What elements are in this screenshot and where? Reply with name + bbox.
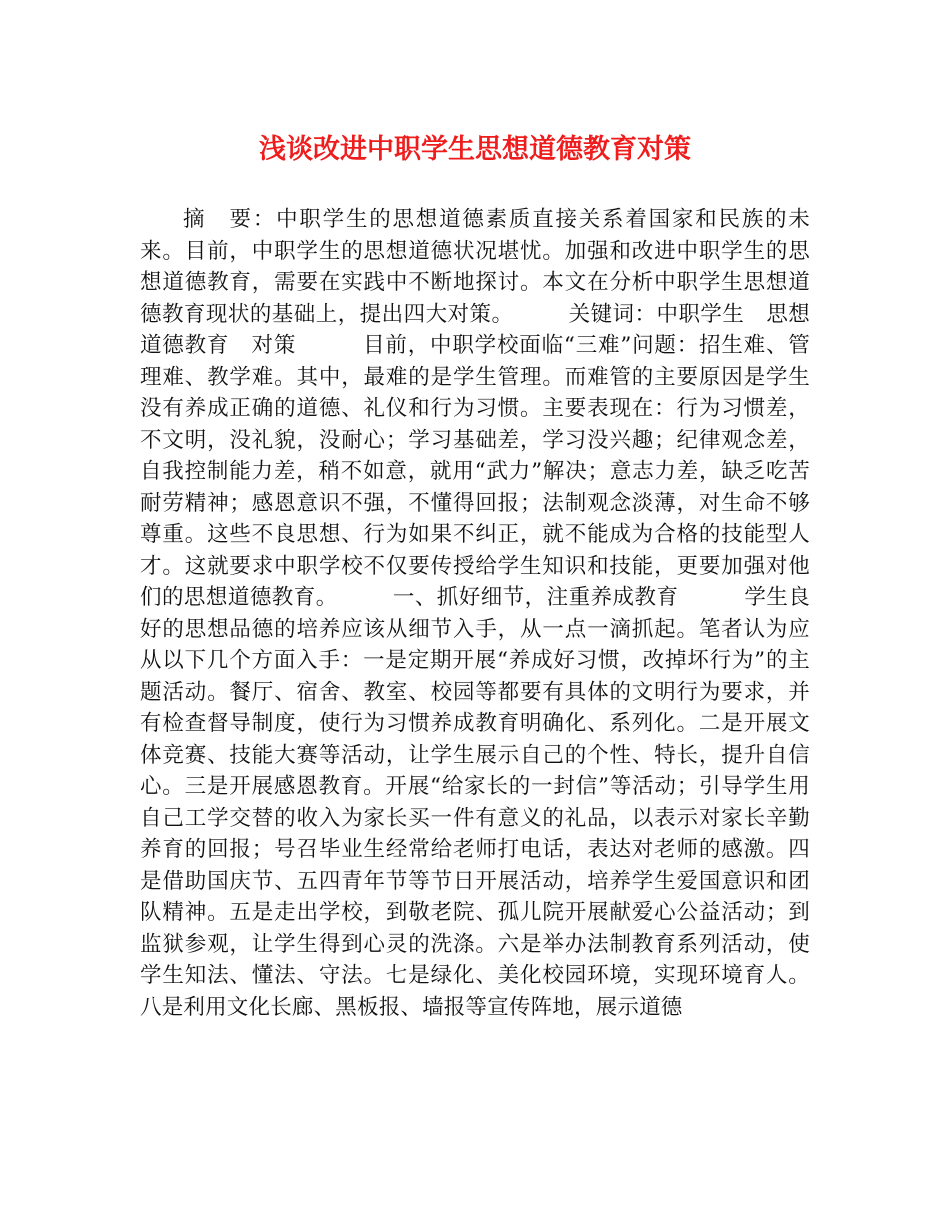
document-title: 浅谈改进中职学生思想道德教育对策 [259,134,691,165]
document-body: 摘 要：中职学生的思想道德素质直接关系着国家和民族的未来。目前，中职学生的思想道德状况堪忧。加强和改进中职学生的思想道德教育，需要在实践中不断地探讨。本文在分析中职学生思想道德教育现状的基础上，提出四大对策。 关键词：中职学生 思想道德教育 对策 目前，中职学校面临“三难”问题：招生难、管理难、教学难。其中，最难的是学生管理。而难管的主要原因是学生没有养成正确的道德、礼仪和行为习惯。主要表现在：行为习惯差，不文明，没礼貌，没耐心；学习基础差，学习没兴趣；纪律观念差，自我控制能力差，稍不如意，就用“武力”解决；意志力差，缺乏吃苦耐劳精神；感恩意识不强，不懂得回报；法制观念淡薄，对生命不够尊重。这些不良思想、行为如果不纠正，就不能成为合格的技能型人才。这就要求中职学校不仅要传授给学生知识和技能，更要加强对他们的思想道德教育。 一、抓好细节，注重养成教育 学生良好的思想品德的培养应该从细节入手，从一点一滴抓起。笔者认为应从以下几个方面入手：一是定期开展“养成好习惯，改掉坏行为”的主题活动。餐厅、宿舍、教室、校园等都要有具体的文明行为要求，并有检查督导制度，使行为习惯养成教育明确化、系列化。二是开展文体竞赛、技能大赛等活动，让学生展示自己的个性、特长，提升自信心。三是开展感恩教育。开展“给家长的一封信”等活动；引导学生用自己工学交替的收入为家长买一件有意义的礼品，以表示对家长辛勤养育的回报；号召毕业生经常给老师打电话，表达对老师的感激。四是借助国庆节、五四青年节等节日开展活动，培养学生爱国意识和团队精神。五是走出学校，到敬老院、孤儿院开展献爱心公益活动；到监狱参观，让学生得到心灵的洗涤。六是举办法制教育系列活动，使学生知法、懂法、守法。七是绿化、美化校园环境，实现环境育人。八是利用文化长廊、黑板报、墙报等宣传阵地，展示道德 [140,207,810,1020]
